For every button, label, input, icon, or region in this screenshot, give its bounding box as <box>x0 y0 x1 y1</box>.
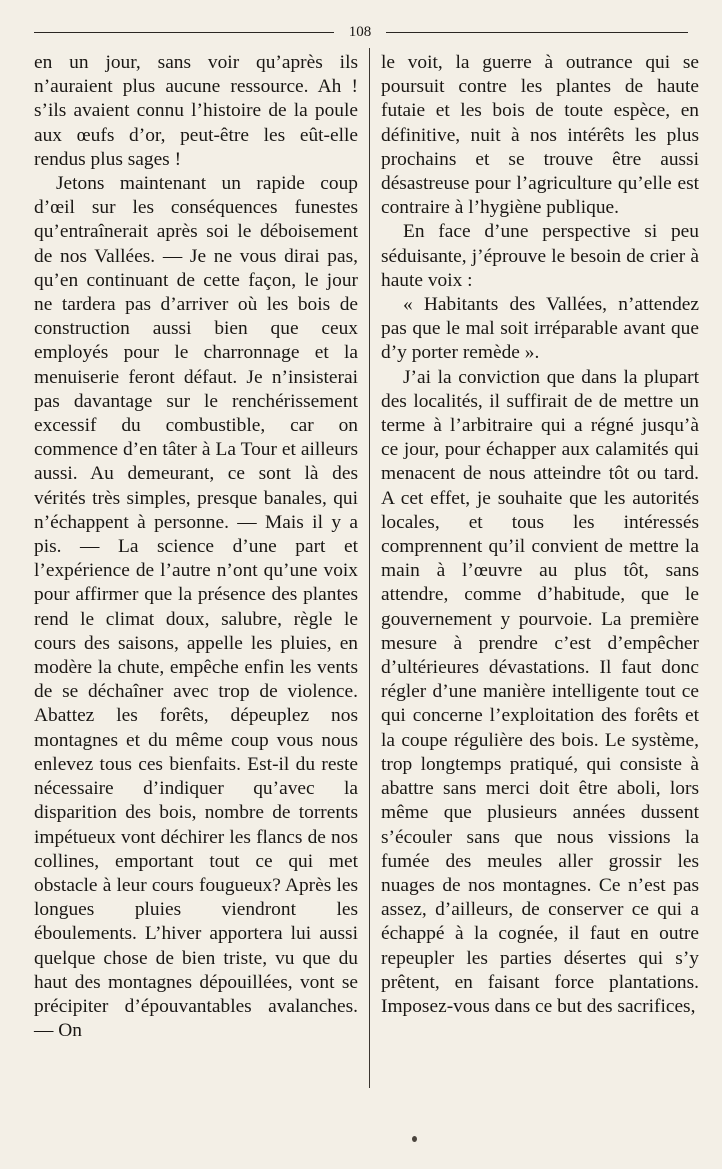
column-divider <box>369 48 370 1088</box>
right-paragraph-4: J’ai la conviction que dans la plupart des localités, il suffirait de de mettre un terme à l’arbitraire qui a régné jusqu’à ce jour, pour échapper aux calamités qui menacent de nous atteindre tôt ou tard. A cet effet, je souhaite que les autorités locales, et tous les intéressés comprennent qu’il convient de mettre la main à l’œuvre au plus tôt, sans attendre, comme d’habitude, que le gouvernement y pourvoie. La première mesure à prendre c’est d’empêcher d’ultérieures dévastations. Il faut donc régler d’une manière intelligente tout ce qui concerne l’exploitation des forêts et la coupe régulière des bois. Le système, trop longtemps pratiqué, qui consiste à abattre sans merci doit être aboli, lors même que plusieurs années dussent s’écouler sans que nous vissions la fumée des meules aller grossir les nuages de nos montagnes. Ce n’est pas assez, d’ailleurs, de conserver ce qui a échappé à la cognée, il faut en outre repeupler les parties désertes qui s’y prêtent, en faisant force plantations. Imposez-vous dans ce but des sacrifices, <box>381 366 699 1017</box>
left-paragraph-1: en un jour, sans voir qu’après ils n’auraient plus aucune ressource. Ah ! s’ils avaient connu l’histoire de la poule aux œufs d’or, peut-être les eût-elle rendus plus sages ! <box>34 52 358 170</box>
left-column <box>34 51 358 1043</box>
right-paragraph-1: le voit, la guerre à outrance qui se poursuit contre les plantes de haute futaie et les bois de toute espèce, en définitive, nuit à nos intérêts les plus prochains et se trouve être aussi désastreuse pour l’agriculture qu’elle est contraire à l’hygiène publique. <box>381 52 699 219</box>
right-column <box>381 51 699 1019</box>
right-paragraph-3: « Habitants des Vallées, n’attendez pas que le mal soit irréparable avant que d’y porter remède ». <box>381 294 699 364</box>
header-rule-right <box>386 32 688 33</box>
ink-speck <box>412 1136 417 1142</box>
header-rule-left <box>34 32 334 33</box>
page-header <box>34 22 688 42</box>
page-number: 108 <box>348 24 372 40</box>
right-paragraph-2: En face d’une perspective si peu séduisante, j’éprouve le besoin de crier à haute voix : <box>381 221 699 291</box>
left-paragraph-2: Jetons maintenant un rapide coup d’œil sur les conséquences funestes qu’entraînerait après soi le déboisement de nos Vallées. — Je ne vous dirai pas, qu’en continuant de cette façon, le jour ne tardera pas d’arriver où les bois de construction aussi bien que ceux employés pour le charronnage et la menuiserie feront défaut. Je n’insisterai pas davantage sur le renchérissement excessif du combustible, car on commence d’en tâter à La Tour et ailleurs aussi. Au demeurant, ce sont là des vérités très simples, presque banales, qui n’échappent à personne. — Mais il y a pis. — La science d’une part et l’expérience de l’autre n’ont qu’une voix pour affirmer que la présence des plantes rend le climat doux, salubre, règle le cours des saisons, appelle les pluies, en modère la chute, empêche enfin les vents de se déchaîner avec trop de violence. Abattez les forêts, dépeuplez nos montagnes et du même coup vous nous enlevez tous ces bienfaits. Est-il du reste nécessaire d’indiquer qu’avec la disparition des bois, nombre de torrents impétueux vont déchirer les flancs de nos collines, emportant tout ce qui met obstacle à leur cours fougueux? Après les longues pluies viendront les éboulements. L’hiver apportera lui aussi quelque chose de bien triste, vu que du haut des montagnes dépouillées, vont se précipiter d’épouvantables avalanches. — On <box>34 173 358 1042</box>
